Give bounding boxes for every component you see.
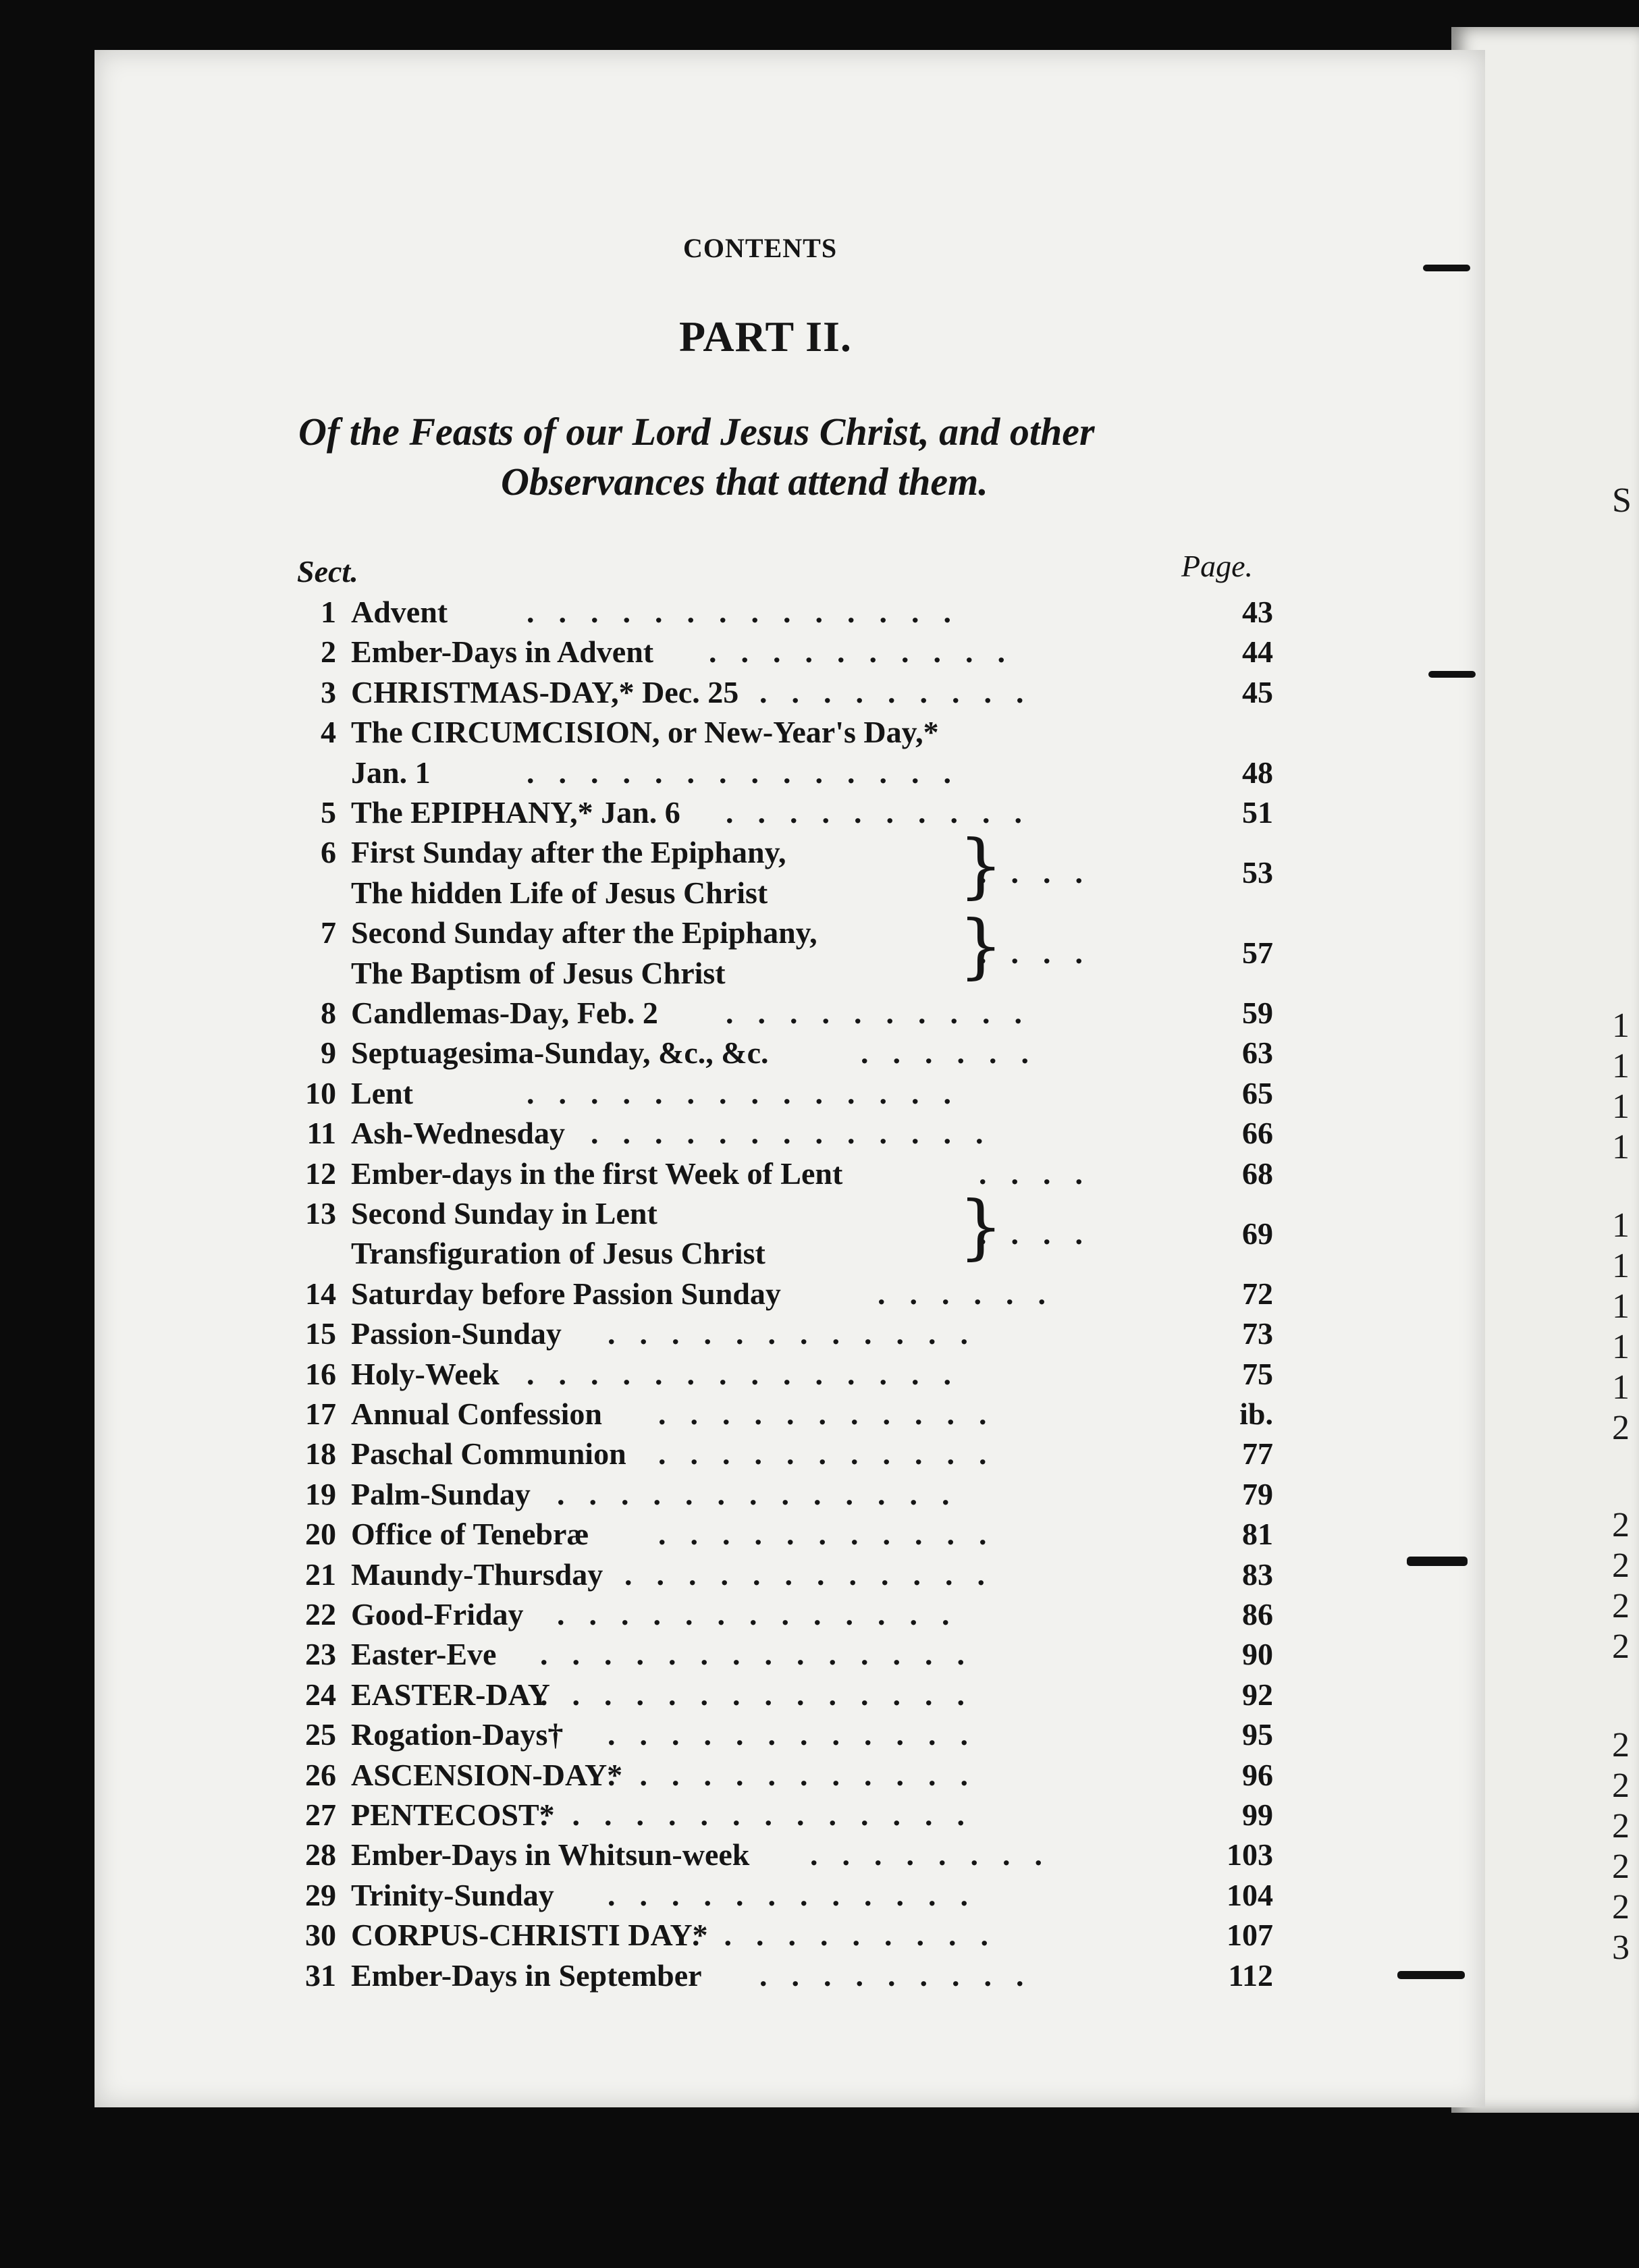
section-number: 29	[305, 1877, 336, 1912]
entry-title: CHRISTMAS-DAY,* Dec. 25	[351, 674, 739, 709]
page-number: 43	[1242, 595, 1273, 629]
section-number: 23	[305, 1637, 336, 1672]
page-number: 57	[1242, 935, 1273, 970]
section-number: 1	[321, 595, 336, 629]
page-number: 59	[1242, 996, 1273, 1030]
entry-title: First Sunday after the Epiphany,	[351, 835, 786, 870]
toc-entry	[284, 824, 1283, 915]
entry-title: Maundy-Thursday	[351, 1557, 603, 1592]
part-subtitle-line-1: Of the Feasts of our Lord Jesus Christ, and other	[298, 410, 1095, 454]
page-number: 53	[1242, 855, 1273, 890]
toc-entry	[284, 794, 1283, 834]
page-number: 81	[1242, 1517, 1273, 1552]
page-number: 68	[1242, 1156, 1273, 1191]
toc-entry	[284, 1757, 1283, 1797]
page-number: 72	[1242, 1276, 1273, 1311]
section-number: 12	[305, 1156, 336, 1191]
entry-title: Rogation-Days†	[351, 1717, 564, 1752]
entry-title: The hidden Life of Jesus Christ	[351, 875, 768, 910]
section-number: 11	[306, 1116, 336, 1151]
section-number: 26	[305, 1757, 336, 1792]
leader-dots: ..........	[726, 996, 1046, 1030]
leader-dots: ...........	[658, 1517, 1011, 1552]
entry-title: Passion-Sunday	[351, 1316, 562, 1351]
leader-dots: .............	[591, 1116, 1008, 1151]
toc-entry	[284, 1797, 1283, 1837]
entry-title: Ember-days in the first Week of Lent	[351, 1156, 843, 1191]
toc-entry	[284, 1917, 1283, 1957]
edge-digit: 2	[1612, 1847, 1630, 1886]
entry-title: Saturday before Passion Sunday	[351, 1276, 781, 1311]
entry-title: The EPIPHANY,* Jan. 6	[351, 795, 680, 830]
leader-dots: ............	[624, 1557, 1009, 1592]
entry-title: Office of Tenebræ	[351, 1517, 589, 1552]
entry-title: Trinity-Sunday	[351, 1877, 554, 1912]
leader-dots: ......	[861, 1035, 1053, 1071]
part-subtitle-line-2: Observances that attend them.	[501, 460, 988, 504]
entry-title: Palm-Sunday	[351, 1476, 531, 1511]
leader-dots: ......	[878, 1276, 1070, 1311]
toc-entry	[284, 1185, 1283, 1276]
toc-entry	[284, 1476, 1283, 1516]
toc-entry	[284, 995, 1283, 1035]
section-number: 31	[305, 1958, 336, 1993]
leader-dots: ..........	[726, 795, 1046, 830]
section-number: 13	[305, 1196, 336, 1231]
page-number: 77	[1242, 1436, 1273, 1472]
section-number: 16	[305, 1356, 336, 1391]
brace-glyph: }	[959, 1185, 1004, 1268]
leader-dots: ..............	[540, 1637, 989, 1672]
page-number: 63	[1242, 1035, 1273, 1071]
edge-digit: 2	[1612, 1888, 1630, 1926]
leader-dots: .............	[557, 1597, 974, 1631]
entry-title: Ember-Days in Advent	[351, 634, 654, 670]
edge-digit: 2	[1612, 1587, 1630, 1625]
entry-title: Jan. 1	[351, 755, 431, 790]
leader-dots: ..............	[527, 1356, 975, 1391]
leader-dots: .........	[759, 674, 1048, 709]
toc-entry	[284, 1356, 1283, 1396]
section-number: 17	[305, 1397, 336, 1431]
toc-entry	[284, 594, 1283, 634]
page-number: 103	[1227, 1837, 1273, 1872]
column-header-page: Page.	[1181, 549, 1254, 583]
leader-dots: ....	[979, 935, 1107, 970]
edge-digit: 1	[1612, 1006, 1630, 1045]
toc-entry	[284, 1075, 1283, 1115]
toc-entry	[284, 1636, 1283, 1676]
page-number: 79	[1242, 1476, 1273, 1511]
page-number: 104	[1227, 1877, 1273, 1912]
entry-title: Easter-Eve	[351, 1637, 497, 1672]
page-number: 90	[1242, 1637, 1273, 1672]
edge-digit: 2	[1612, 1546, 1630, 1585]
section-number: 10	[305, 1075, 336, 1110]
leader-dots: ............	[608, 1316, 992, 1351]
leader-dots: ........	[810, 1837, 1067, 1872]
running-header: CONTENTS	[683, 233, 838, 263]
edge-digit: 2	[1612, 1726, 1630, 1764]
toc-entry	[284, 1557, 1283, 1596]
section-number: 19	[305, 1476, 336, 1511]
edge-letter: S	[1612, 481, 1632, 520]
edge-digit: 2	[1612, 1409, 1630, 1447]
entry-title: Paschal Communion	[351, 1436, 626, 1472]
entry-title: Ember-Days in Whitsun-week	[351, 1837, 750, 1872]
entry-title: Ember-Days in September	[351, 1958, 702, 1993]
edge-digit: 2	[1612, 1506, 1630, 1544]
section-number: 22	[305, 1597, 336, 1631]
leader-dots: ....	[979, 855, 1107, 890]
brace-glyph: }	[959, 824, 1004, 907]
section-number: 14	[305, 1276, 336, 1311]
edge-digit: 2	[1612, 1807, 1630, 1845]
toc-entry	[284, 1877, 1283, 1917]
entry-title: CORPUS-CHRISTI DAY*	[351, 1918, 708, 1953]
toc-entry	[284, 1596, 1283, 1636]
edge-digit: 3	[1612, 1928, 1630, 1967]
toc-entry	[284, 1115, 1283, 1155]
page-number: 92	[1242, 1677, 1273, 1712]
page-number: 112	[1228, 1958, 1273, 1993]
edge-digit: 1	[1612, 1247, 1630, 1285]
leader-dots: ..............	[540, 1798, 989, 1832]
page-number: 96	[1242, 1757, 1273, 1792]
toc-entry	[284, 1516, 1283, 1556]
toc-entry	[284, 1035, 1283, 1075]
toc-entry	[284, 1316, 1283, 1355]
section-number: 3	[321, 674, 336, 709]
entry-title: The Baptism of Jesus Christ	[351, 955, 726, 990]
page-number: 65	[1242, 1075, 1273, 1110]
page-number: 51	[1242, 795, 1273, 830]
page-number: 44	[1242, 634, 1273, 670]
edge-digit: 2	[1612, 1766, 1630, 1805]
leader-dots: ...........	[658, 1436, 1011, 1472]
section-number: 2	[321, 634, 336, 670]
leader-dots: ..........	[692, 1918, 1013, 1953]
leader-dots: ............	[608, 1877, 992, 1912]
entry-title: Annual Confession	[351, 1397, 602, 1431]
entry-title: Advent	[351, 595, 448, 629]
page-number: 48	[1242, 755, 1273, 790]
page-number: 66	[1242, 1116, 1273, 1151]
leader-dots: .............	[557, 1476, 974, 1511]
entry-title: Lent	[351, 1075, 413, 1110]
section-number: 8	[321, 996, 336, 1030]
section-number: 24	[305, 1677, 336, 1712]
leader-dots: .........	[759, 1958, 1048, 1993]
section-number: 6	[321, 835, 336, 870]
entry-title: Candlemas-Day, Feb. 2	[351, 996, 658, 1030]
entry-title: Septuagesima-Sunday, &c., &c.	[351, 1035, 769, 1071]
leader-dots: ..........	[709, 634, 1029, 670]
section-number: 28	[305, 1837, 336, 1872]
entry-title: EASTER-DAY	[351, 1677, 550, 1712]
toc-entry	[284, 1276, 1283, 1316]
edge-digit: 1	[1612, 1368, 1630, 1407]
entry-title: Good-Friday	[351, 1597, 524, 1631]
leader-dots: ..............	[527, 1075, 975, 1110]
section-number: 27	[305, 1798, 336, 1832]
leader-dots: ............	[608, 1757, 992, 1792]
entry-title: Transfiguration of Jesus Christ	[351, 1236, 765, 1271]
section-number: 30	[305, 1918, 336, 1953]
toc-entry	[284, 1958, 1283, 1997]
edge-digit: 1	[1612, 1128, 1630, 1166]
page-number: 73	[1242, 1316, 1273, 1351]
page-number: 69	[1242, 1216, 1273, 1251]
edge-digit: 1	[1612, 1287, 1630, 1326]
toc-entry	[284, 1717, 1283, 1756]
section-number: 25	[305, 1717, 336, 1752]
toc-entry	[284, 1436, 1283, 1476]
page-number: 95	[1242, 1717, 1273, 1752]
leader-dots: ..............	[540, 1677, 989, 1712]
leader-dots: ..............	[527, 595, 975, 629]
page-number: 86	[1242, 1597, 1273, 1631]
section-number: 18	[305, 1436, 336, 1472]
brace-glyph: }	[959, 905, 1004, 988]
toc-entry	[284, 1396, 1283, 1436]
page-number: 75	[1242, 1356, 1273, 1391]
page-number: 107	[1227, 1918, 1273, 1953]
section-number: 5	[321, 795, 336, 830]
toc-entry	[284, 1837, 1283, 1877]
entry-title: ASCENSION-DAY*	[351, 1757, 623, 1792]
entry-title: The CIRCUMCISION, or New-Year's Day,*	[351, 715, 939, 750]
column-header-sect: Sect.	[297, 554, 358, 589]
edge-digit: 1	[1612, 1328, 1630, 1366]
toc-entry	[284, 714, 1283, 794]
entry-title: Holy-Week	[351, 1356, 500, 1391]
leader-dots: ............	[608, 1717, 992, 1752]
edge-digit: 1	[1612, 1047, 1630, 1085]
section-number: 15	[305, 1316, 336, 1351]
toc-entry	[284, 905, 1283, 995]
edge-digit: 1	[1612, 1206, 1630, 1245]
entry-title: PENTECOST*	[351, 1798, 555, 1832]
entry-title: Second Sunday in Lent	[351, 1196, 657, 1231]
page-number: 83	[1242, 1557, 1273, 1592]
section-number: 20	[305, 1517, 336, 1552]
page-number: 99	[1242, 1798, 1273, 1832]
part-heading: PART II.	[679, 313, 852, 360]
section-number: 21	[305, 1557, 336, 1592]
entry-title: Ash-Wednesday	[351, 1116, 565, 1151]
section-number: 9	[321, 1035, 336, 1071]
toc-entry	[284, 1677, 1283, 1717]
leader-dots: ....	[979, 1156, 1107, 1191]
entry-title: Second Sunday after the Epiphany,	[351, 915, 817, 950]
leader-dots: ....	[979, 1216, 1107, 1251]
page-number: ib.	[1239, 1397, 1273, 1431]
section-number: 7	[321, 915, 336, 950]
edge-digit: 1	[1612, 1087, 1630, 1126]
edge-digit: 2	[1612, 1627, 1630, 1666]
page-number: 45	[1242, 674, 1273, 709]
section-number: 4	[321, 715, 336, 750]
toc-entry	[284, 634, 1283, 674]
leader-dots: ..............	[527, 755, 975, 790]
toc-entry	[284, 674, 1283, 714]
leader-dots: ...........	[658, 1397, 1011, 1431]
toc-entry	[284, 1156, 1283, 1195]
